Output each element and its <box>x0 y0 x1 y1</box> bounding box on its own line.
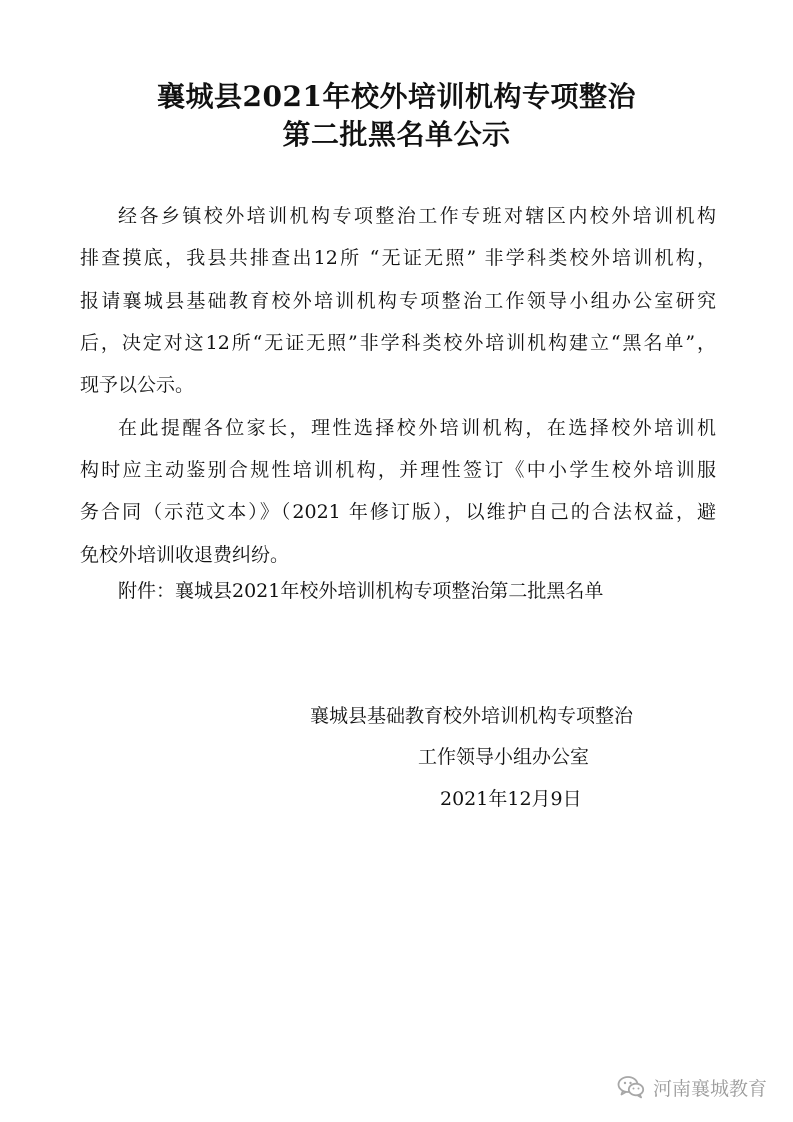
paragraph-1-line-2: 排查摸底，我县共排查出12所 “无证无照” 非学科类校外培训机构， <box>80 247 716 269</box>
wechat-icon <box>617 1075 645 1099</box>
paragraph-2-line-1: 在此提醒各位家长，理性选择校外培训机构，在选择校外培训机 <box>118 417 716 439</box>
signature-organization-line-1: 襄城县基础教育校外培训机构专项整治 <box>310 705 634 727</box>
signature-organization-line-2: 工作领导小组办公室 <box>418 746 590 768</box>
attachment-line: 附件：襄城县2021年校外培训机构专项整治第二批黑名单 <box>118 580 604 602</box>
watermark-text: 河南襄城教育 <box>652 1077 767 1100</box>
paragraph-2-line-3: 务合同（示范文本）》（2021 年修订版），以维护自己的合法权益，避 <box>80 501 716 523</box>
paragraph-2-line-4: 免校外培训收退费纠纷。 <box>80 544 290 566</box>
paragraph-1-line-1: 经各乡镇校外培训机构专项整治工作专班对辖区内校外培训机构 <box>118 205 716 227</box>
account-watermark <box>617 1072 767 1102</box>
document-subtitle: 第二批黑名单公示 <box>282 118 511 151</box>
paragraph-2-line-2: 构时应主动鉴别合规性培训机构，并理性签订《中小学生校外培训服 <box>80 459 716 481</box>
paragraph-1-line-3: 报请襄城县基础教育校外培训机构专项整治工作领导小组办公室研究 <box>80 290 716 312</box>
paragraph-1-line-5: 现予以公示。 <box>80 374 195 396</box>
document-title: 襄城县2021年校外培训机构专项整治 <box>157 80 636 113</box>
signature-date: 2021年12月9日 <box>440 788 582 810</box>
paragraph-1-line-4: 后，决定对这12所“无证无照”非学科类校外培训机构建立“黑名单”， <box>80 332 716 354</box>
